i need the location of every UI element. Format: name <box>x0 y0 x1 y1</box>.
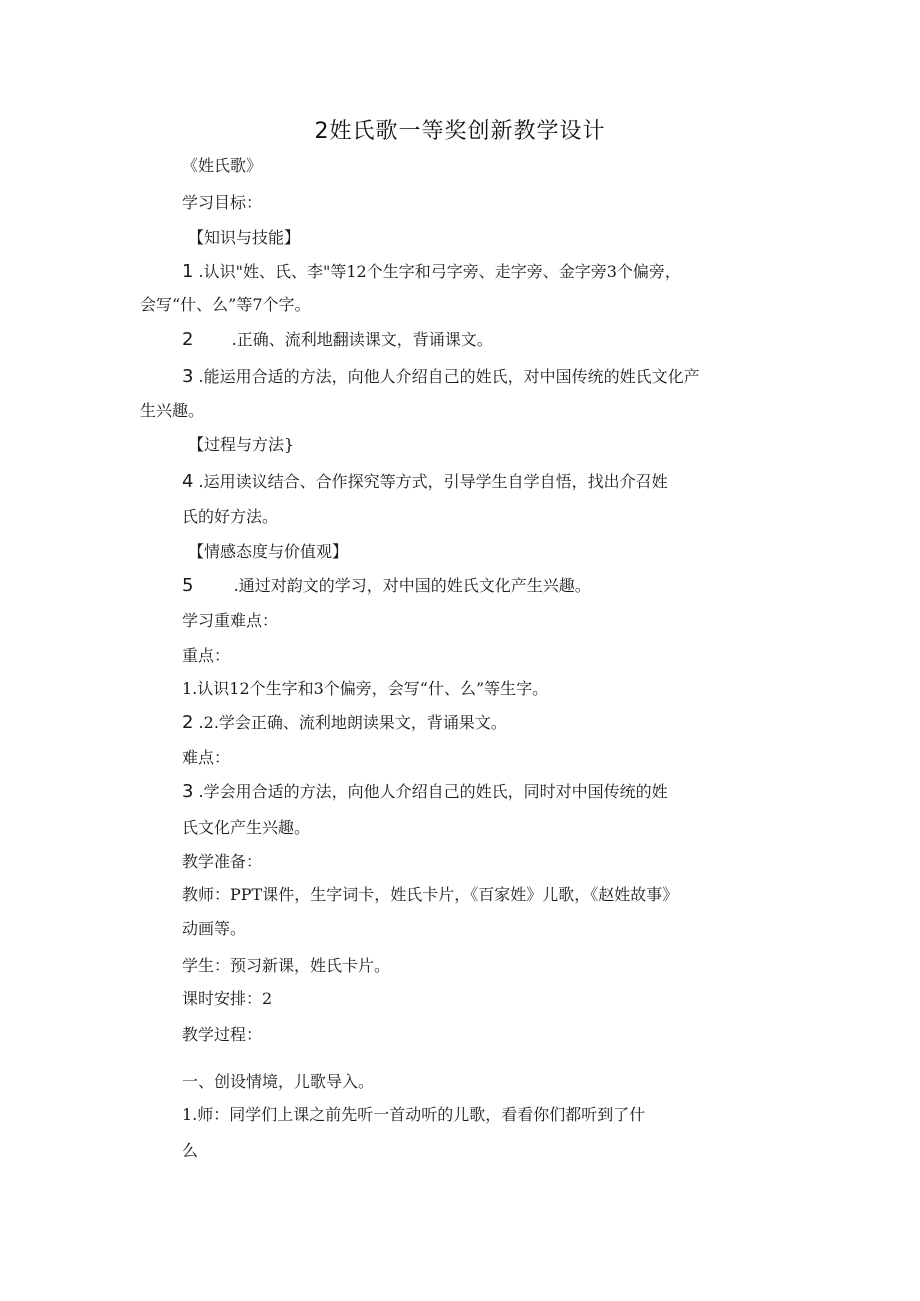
goal-item-3-text: .能运用合适的方法，向他人介绍自己的姓氏，对中国传统的姓氏文化产 <box>198 367 700 386</box>
goal-item-5-text: .通过对韵文的学习，对中国的姓氏文化产生兴趣。 <box>233 576 591 595</box>
key-point-2 <box>182 712 507 734</box>
step-1-cont: 么 <box>182 1141 199 1160</box>
goals-heading: 学习目标： <box>182 193 263 212</box>
schedule: 课时安排：2 <box>182 989 273 1008</box>
emotion-heading: 【情感态度与价值观】 <box>188 542 349 561</box>
teacher-prep: 教师：PPT课件，生字词卡，姓氏卡片，《百家姓》儿歌，《赵姓故事》 <box>182 885 679 904</box>
goal-item-1 <box>182 261 681 283</box>
goal-item-3-number: 3 <box>182 366 194 387</box>
book-title: 《姓氏歌》 <box>182 156 263 175</box>
goal-item-1-cont: 会写“什、么”等7个字。 <box>140 295 311 314</box>
difficult-point-3-number: 3 <box>182 781 194 802</box>
goal-item-3-cont: 生兴趣。 <box>140 401 205 420</box>
goal-item-1-text: .认识"姓、氏、李"等12个生字和弓字旁、走字旁、金字旁3个偏旁， <box>198 262 681 281</box>
goal-item-2-text: .正确、流利地翻读课文，背诵课文。 <box>231 330 493 349</box>
step-1: 1.师：同学们上课之前先听一首动听的儿歌，看看你们都听到了什 <box>182 1105 646 1124</box>
goal-item-3 <box>182 366 700 388</box>
key-point-2-text: .2.学会正确、流利地朗读果文，背诵果文。 <box>198 713 507 732</box>
goal-item-4-cont: 氏的好方法。 <box>182 507 279 526</box>
process-title: 教学过程： <box>182 1025 263 1044</box>
key-heading: 重点： <box>182 646 231 665</box>
key-point-1: 1.认识12个生字和3个偏旁，会写“什、么”等生字。 <box>182 679 549 698</box>
difficult-point-3-text: .学会用合适的方法，向他人介绍自己的姓氏，同时对中国传统的姓 <box>198 782 668 801</box>
difficult-point-3-cont: 氏文化产生兴趣。 <box>182 818 311 837</box>
key-point-2-number: 2 <box>182 712 194 733</box>
goal-item-5-number: 5 <box>182 575 194 596</box>
process-heading: 【过程与方法} <box>188 435 295 454</box>
goal-item-2-number: 2 <box>182 329 194 350</box>
goal-item-4 <box>182 471 668 493</box>
student-prep: 学生：预习新课，姓氏卡片。 <box>182 956 391 975</box>
goal-item-4-text: .运用读议结合、合作探究等方式，引导学生自学自悟，找出介召姓 <box>198 472 668 491</box>
section-1-heading: 一、创设情境，儿歌导入。 <box>182 1072 375 1091</box>
prep-heading: 教学准备： <box>182 852 263 871</box>
goal-item-4-number: 4 <box>182 471 194 492</box>
difficult-heading: 难点： <box>182 748 231 767</box>
knowledge-heading: 【知识与技能】 <box>188 228 301 247</box>
page-title: 2姓氏歌一等奖创新教学设计 <box>314 119 606 144</box>
difficult-point-3 <box>182 781 668 803</box>
goal-item-1-number: 1 <box>182 261 194 282</box>
goal-item-5 <box>182 575 591 597</box>
key-difficult-heading: 学习重难点： <box>182 611 279 630</box>
goal-item-2 <box>182 329 493 351</box>
teacher-prep-cont: 动画等。 <box>182 919 247 938</box>
